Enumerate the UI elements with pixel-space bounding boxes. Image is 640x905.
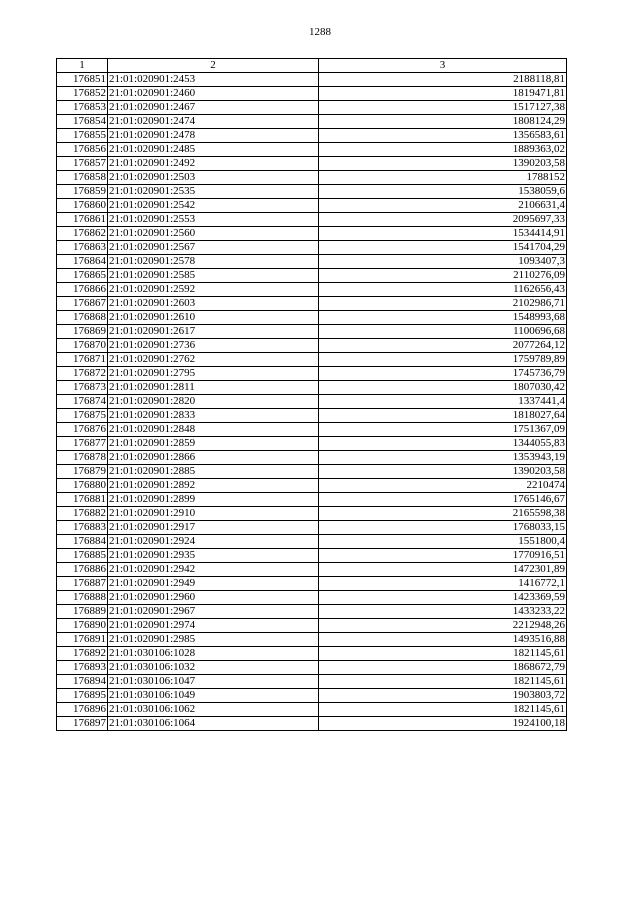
row-number-cell: 176864: [57, 255, 108, 269]
table-row: [57, 129, 567, 143]
row-number-cell: 176865: [57, 269, 108, 283]
cadastral-number-cell: 21:01:020901:2453: [108, 73, 319, 87]
row-number-cell: 176852: [57, 87, 108, 101]
table-row: [57, 101, 567, 115]
value-cell: 1548993,68: [319, 311, 567, 325]
row-number-cell: 176855: [57, 129, 108, 143]
value-cell: 1889363,02: [319, 143, 567, 157]
table-row: [57, 199, 567, 213]
cadastral-number-cell: 21:01:020901:2985: [108, 633, 319, 647]
row-number-cell: 176872: [57, 367, 108, 381]
cadastral-number-cell: 21:01:020901:2610: [108, 311, 319, 325]
table-row: [57, 171, 567, 185]
table-row: [57, 241, 567, 255]
cadastral-number-cell: 21:01:020901:2967: [108, 605, 319, 619]
table-row: [57, 535, 567, 549]
value-cell: 2077264,12: [319, 339, 567, 353]
cadastral-number-cell: 21:01:020901:2974: [108, 619, 319, 633]
row-number-cell: 176863: [57, 241, 108, 255]
cadastral-number-cell: 21:01:020901:2917: [108, 521, 319, 535]
value-cell: 1534414,91: [319, 227, 567, 241]
cadastral-number-cell: 21:01:020901:2467: [108, 101, 319, 115]
row-number-cell: 176871: [57, 353, 108, 367]
cadastral-number-cell: 21:01:030106:1032: [108, 661, 319, 675]
table-row: [57, 493, 567, 507]
value-cell: 1551800,4: [319, 535, 567, 549]
row-number-cell: 176885: [57, 549, 108, 563]
table-row: [57, 633, 567, 647]
value-cell: 1416772,1: [319, 577, 567, 591]
table-row: [57, 381, 567, 395]
page-number: 1288: [309, 26, 331, 38]
row-number-cell: 176883: [57, 521, 108, 535]
table-row: [57, 409, 567, 423]
cadastral-number-cell: 21:01:020901:2935: [108, 549, 319, 563]
row-number-cell: 176854: [57, 115, 108, 129]
value-cell: 1751367,09: [319, 423, 567, 437]
cadastral-number-cell: 21:01:020901:2892: [108, 479, 319, 493]
row-number-cell: 176890: [57, 619, 108, 633]
row-number-cell: 176861: [57, 213, 108, 227]
row-number-cell: 176884: [57, 535, 108, 549]
value-cell: 1821145,61: [319, 647, 567, 661]
table-row: [57, 115, 567, 129]
row-number-cell: 176878: [57, 451, 108, 465]
cadastral-number-cell: 21:01:020901:2833: [108, 409, 319, 423]
table-row: [57, 143, 567, 157]
table-row: [57, 367, 567, 381]
row-number-cell: 176891: [57, 633, 108, 647]
table-body: [57, 73, 567, 731]
table-row: [57, 255, 567, 269]
row-number-cell: 176869: [57, 325, 108, 339]
data-table: [56, 58, 567, 731]
value-cell: 1759789,89: [319, 353, 567, 367]
value-cell: 1808124,29: [319, 115, 567, 129]
cadastral-number-cell: 21:01:020901:2542: [108, 199, 319, 213]
table-row: [57, 269, 567, 283]
row-number-cell: 176888: [57, 591, 108, 605]
table-row: [57, 213, 567, 227]
cadastral-number-cell: 21:01:020901:2460: [108, 87, 319, 101]
row-number-cell: 176889: [57, 605, 108, 619]
cadastral-number-cell: 21:01:020901:2795: [108, 367, 319, 381]
row-number-cell: 176859: [57, 185, 108, 199]
cadastral-number-cell: 21:01:020901:2617: [108, 325, 319, 339]
table-row: [57, 437, 567, 451]
cadastral-number-cell: 21:01:020901:2535: [108, 185, 319, 199]
table-row: [57, 73, 567, 87]
table-row: [57, 605, 567, 619]
row-number-cell: 176860: [57, 199, 108, 213]
cadastral-number-cell: 21:01:030106:1028: [108, 647, 319, 661]
row-number-cell: 176892: [57, 647, 108, 661]
value-cell: 2210474: [319, 479, 567, 493]
table-header-row: [57, 59, 567, 73]
table-row: [57, 283, 567, 297]
value-cell: 1337441,4: [319, 395, 567, 409]
value-cell: 1517127,38: [319, 101, 567, 115]
table-row: [57, 647, 567, 661]
value-cell: 1390203,58: [319, 157, 567, 171]
value-cell: 1472301,89: [319, 563, 567, 577]
value-cell: 1433233,22: [319, 605, 567, 619]
row-number-cell: 176862: [57, 227, 108, 241]
table-row: [57, 507, 567, 521]
row-number-cell: 176895: [57, 689, 108, 703]
value-cell: 1924100,18: [319, 717, 567, 731]
value-cell: 2102986,71: [319, 297, 567, 311]
table-row: [57, 703, 567, 717]
row-number-cell: 176882: [57, 507, 108, 521]
table-row: [57, 451, 567, 465]
value-cell: 1356583,61: [319, 129, 567, 143]
cadastral-number-cell: 21:01:020901:2811: [108, 381, 319, 395]
value-cell: 1541704,29: [319, 241, 567, 255]
row-number-cell: 176853: [57, 101, 108, 115]
row-number-cell: 176896: [57, 703, 108, 717]
cadastral-number-cell: 21:01:020901:2762: [108, 353, 319, 367]
value-cell: 1768033,15: [319, 521, 567, 535]
row-number-cell: 176894: [57, 675, 108, 689]
value-cell: 2106631,4: [319, 199, 567, 213]
value-cell: 2212948,26: [319, 619, 567, 633]
table-row: [57, 311, 567, 325]
table-row: [57, 185, 567, 199]
value-cell: 1818027,64: [319, 409, 567, 423]
table-row: [57, 353, 567, 367]
cadastral-number-cell: 21:01:020901:2866: [108, 451, 319, 465]
row-number-cell: 176870: [57, 339, 108, 353]
table-row: [57, 619, 567, 633]
cadastral-number-cell: 21:01:030106:1064: [108, 717, 319, 731]
value-cell: 1788152: [319, 171, 567, 185]
cadastral-number-cell: 21:01:020901:2960: [108, 591, 319, 605]
row-number-cell: 176881: [57, 493, 108, 507]
cadastral-number-cell: 21:01:020901:2859: [108, 437, 319, 451]
row-number-cell: 176857: [57, 157, 108, 171]
cadastral-number-cell: 21:01:030106:1049: [108, 689, 319, 703]
row-number-cell: 176876: [57, 423, 108, 437]
table-row: [57, 227, 567, 241]
cadastral-number-cell: 21:01:020901:2603: [108, 297, 319, 311]
column-header-1: 1: [57, 59, 108, 73]
table-row: [57, 661, 567, 675]
table-row: [57, 717, 567, 731]
cadastral-number-cell: 21:01:020901:2949: [108, 577, 319, 591]
row-number-cell: 176866: [57, 283, 108, 297]
value-cell: 1821145,61: [319, 675, 567, 689]
value-cell: 2165598,38: [319, 507, 567, 521]
value-cell: 1344055,83: [319, 437, 567, 451]
table-row: [57, 465, 567, 479]
value-cell: 1100696,68: [319, 325, 567, 339]
table-row: [57, 423, 567, 437]
row-number-cell: 176868: [57, 311, 108, 325]
table-row: [57, 87, 567, 101]
table-row: [57, 325, 567, 339]
value-cell: 1807030,42: [319, 381, 567, 395]
table-row: [57, 577, 567, 591]
cadastral-number-cell: 21:01:020901:2820: [108, 395, 319, 409]
cadastral-number-cell: 21:01:030106:1062: [108, 703, 319, 717]
cadastral-number-cell: 21:01:020901:2924: [108, 535, 319, 549]
cadastral-number-cell: 21:01:030106:1047: [108, 675, 319, 689]
value-cell: 1745736,79: [319, 367, 567, 381]
cadastral-number-cell: 21:01:020901:2736: [108, 339, 319, 353]
row-number-cell: 176879: [57, 465, 108, 479]
row-number-cell: 176874: [57, 395, 108, 409]
table-row: [57, 591, 567, 605]
cadastral-number-cell: 21:01:020901:2592: [108, 283, 319, 297]
row-number-cell: 176867: [57, 297, 108, 311]
row-number-cell: 176886: [57, 563, 108, 577]
value-cell: 1538059,6: [319, 185, 567, 199]
table-row: [57, 339, 567, 353]
row-number-cell: 176880: [57, 479, 108, 493]
table-row: [57, 549, 567, 563]
cadastral-number-cell: 21:01:020901:2885: [108, 465, 319, 479]
value-cell: 2110276,09: [319, 269, 567, 283]
cadastral-number-cell: 21:01:020901:2899: [108, 493, 319, 507]
column-header-3: 3: [319, 59, 567, 73]
value-cell: 1821145,61: [319, 703, 567, 717]
value-cell: 1770916,51: [319, 549, 567, 563]
row-number-cell: 176887: [57, 577, 108, 591]
row-number-cell: 176851: [57, 73, 108, 87]
cadastral-number-cell: 21:01:020901:2478: [108, 129, 319, 143]
cadastral-number-cell: 21:01:020901:2560: [108, 227, 319, 241]
cadastral-number-cell: 21:01:020901:2553: [108, 213, 319, 227]
table-row: [57, 521, 567, 535]
cadastral-number-cell: 21:01:020901:2910: [108, 507, 319, 521]
cadastral-number-cell: 21:01:020901:2485: [108, 143, 319, 157]
row-number-cell: 176858: [57, 171, 108, 185]
value-cell: 1093407,3: [319, 255, 567, 269]
value-cell: 1765146,67: [319, 493, 567, 507]
table-row: [57, 157, 567, 171]
cadastral-number-cell: 21:01:020901:2474: [108, 115, 319, 129]
row-number-cell: 176893: [57, 661, 108, 675]
table-row: [57, 297, 567, 311]
value-cell: 1390203,58: [319, 465, 567, 479]
cadastral-number-cell: 21:01:020901:2578: [108, 255, 319, 269]
cadastral-number-cell: 21:01:020901:2848: [108, 423, 319, 437]
table-row: [57, 479, 567, 493]
table-row: [57, 689, 567, 703]
value-cell: 1903803,72: [319, 689, 567, 703]
value-cell: 2095697,33: [319, 213, 567, 227]
value-cell: 1493516,88: [319, 633, 567, 647]
cadastral-number-cell: 21:01:020901:2492: [108, 157, 319, 171]
value-cell: 1868672,79: [319, 661, 567, 675]
value-cell: 1819471,81: [319, 87, 567, 101]
table-row: [57, 395, 567, 409]
table-row: [57, 563, 567, 577]
row-number-cell: 176875: [57, 409, 108, 423]
cadastral-number-cell: 21:01:020901:2503: [108, 171, 319, 185]
row-number-cell: 176873: [57, 381, 108, 395]
column-header-2: 2: [108, 59, 319, 73]
row-number-cell: 176856: [57, 143, 108, 157]
row-number-cell: 176897: [57, 717, 108, 731]
value-cell: 1353943,19: [319, 451, 567, 465]
table-row: [57, 675, 567, 689]
value-cell: 2188118,81: [319, 73, 567, 87]
row-number-cell: 176877: [57, 437, 108, 451]
cadastral-number-cell: 21:01:020901:2942: [108, 563, 319, 577]
value-cell: 1423369,59: [319, 591, 567, 605]
value-cell: 1162656,43: [319, 283, 567, 297]
cadastral-number-cell: 21:01:020901:2585: [108, 269, 319, 283]
cadastral-number-cell: 21:01:020901:2567: [108, 241, 319, 255]
